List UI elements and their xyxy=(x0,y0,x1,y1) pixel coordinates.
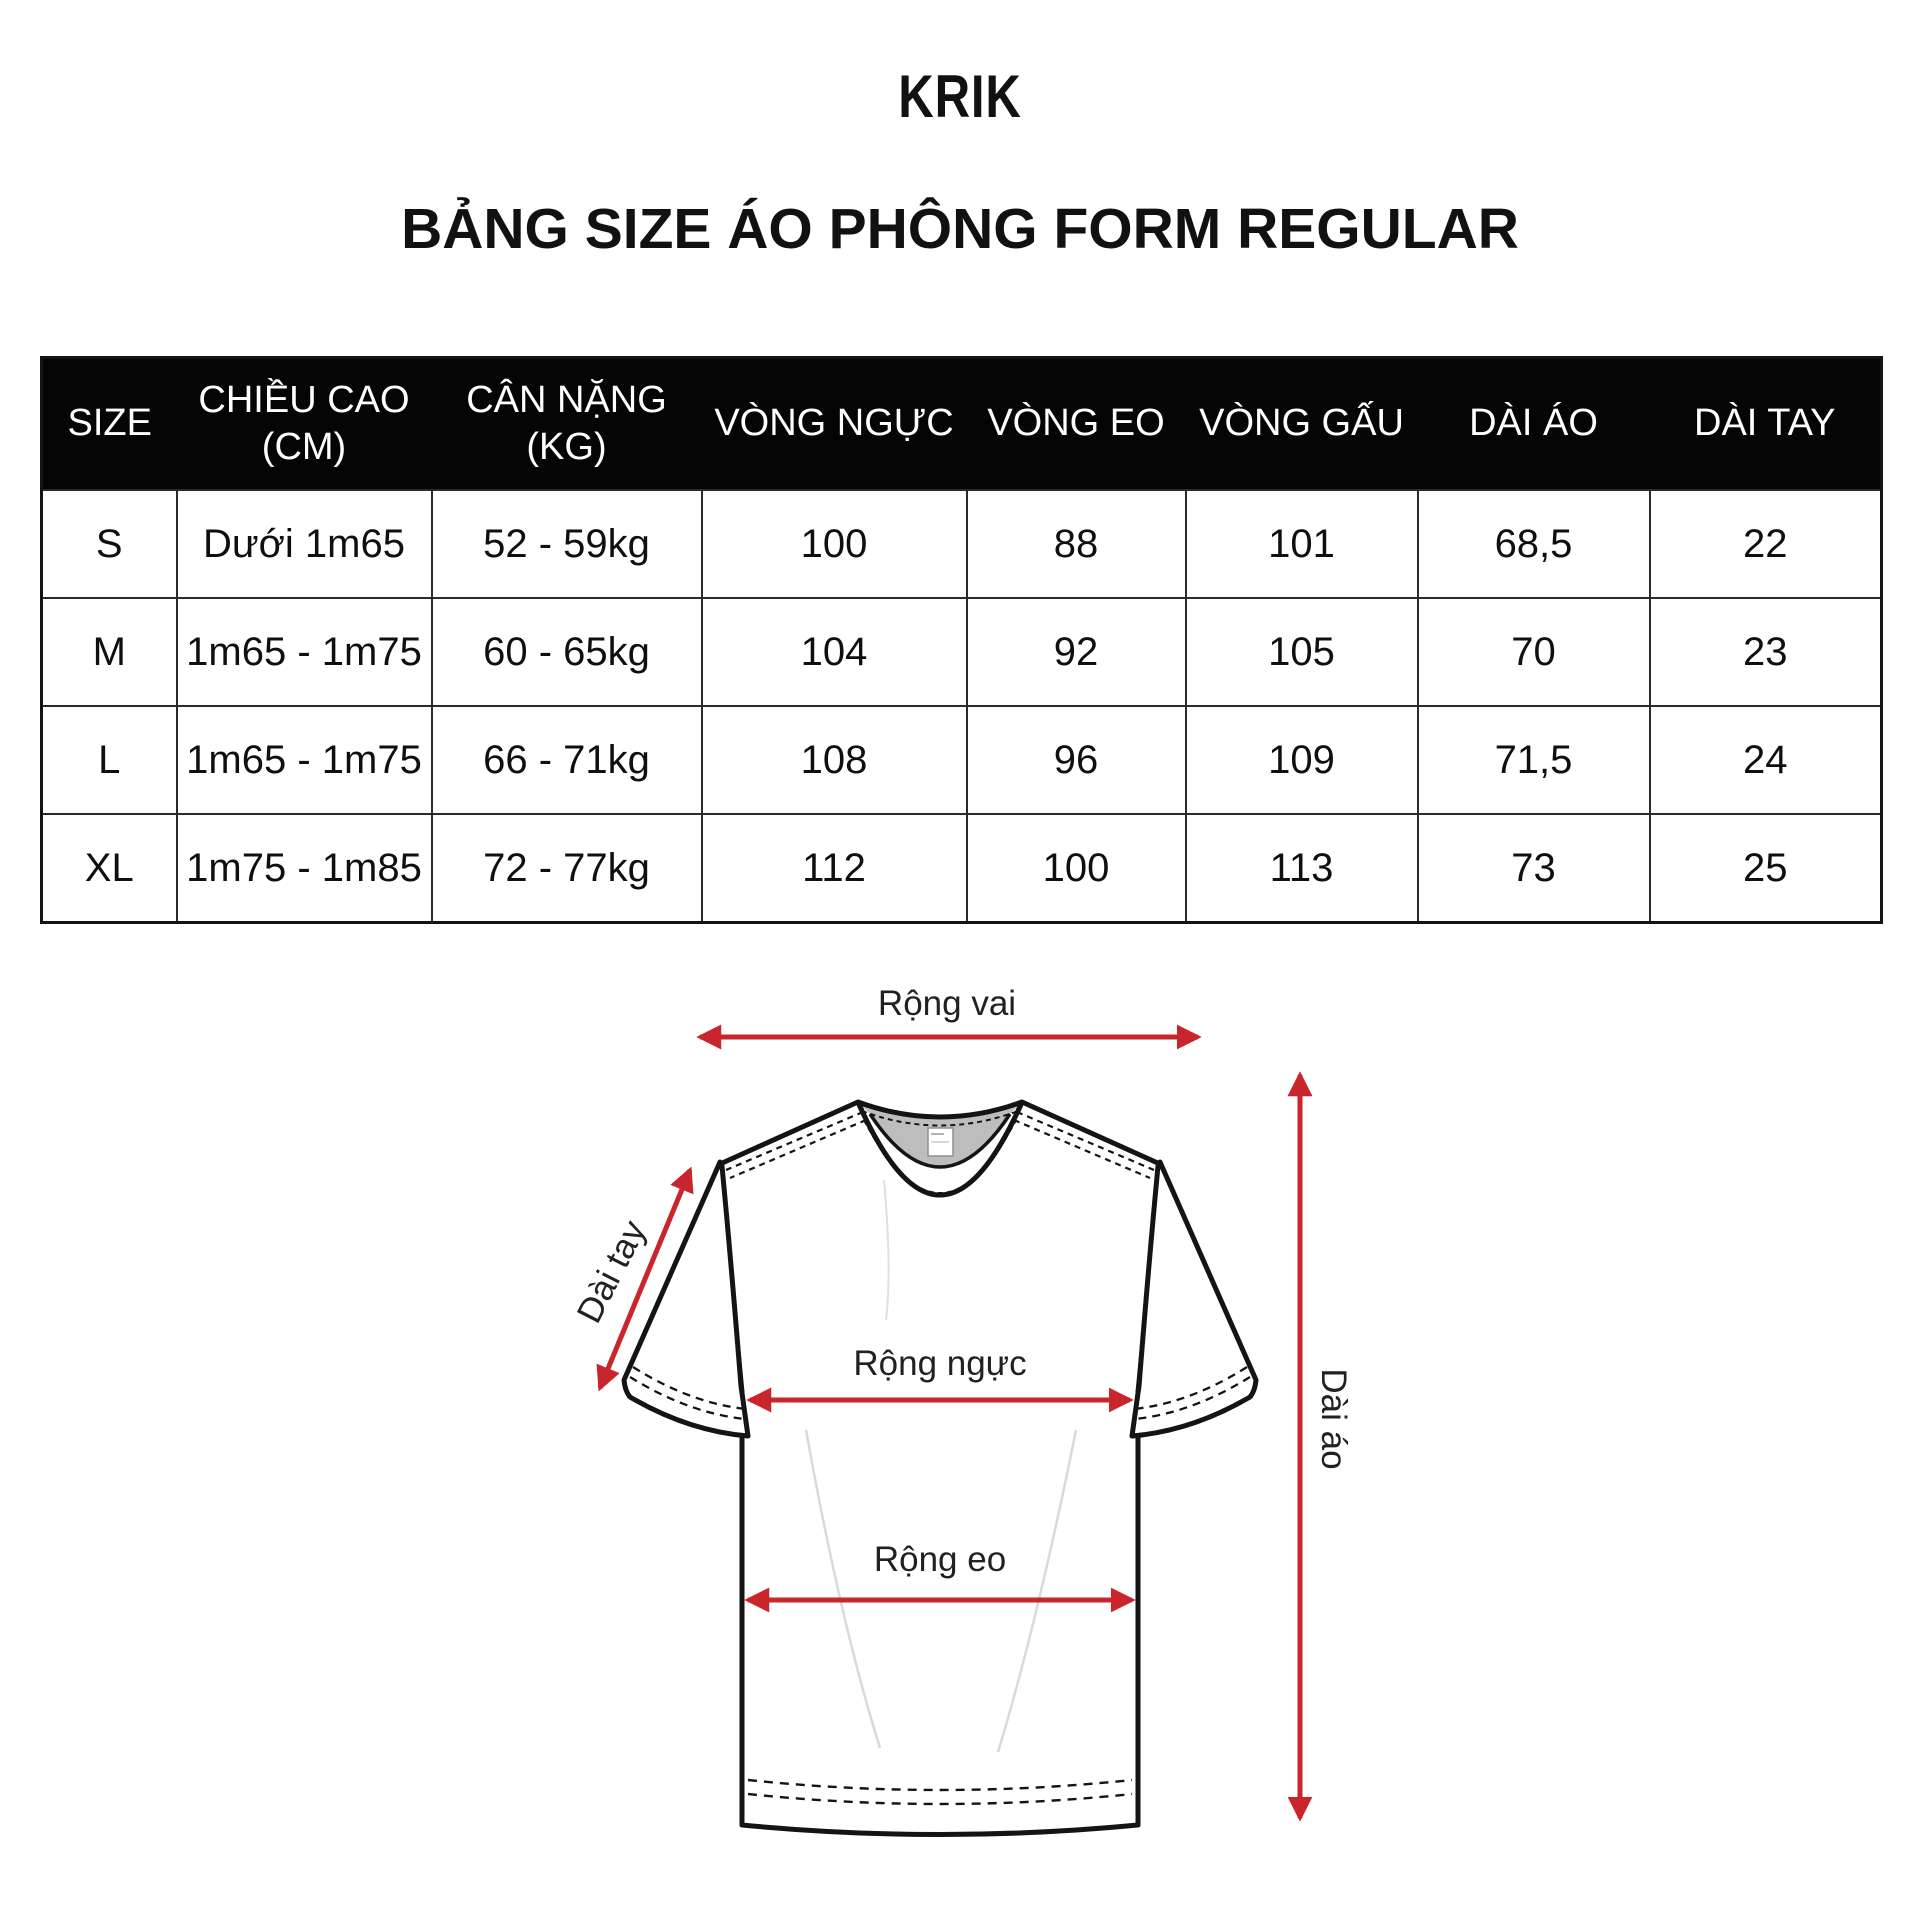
cell-weight: 60 - 65kg xyxy=(432,598,702,706)
table-header-row xyxy=(42,358,1882,491)
cell-height: 1m65 - 1m75 xyxy=(177,706,432,814)
sleeve-length-label: Dài tay xyxy=(569,1214,654,1330)
col-header-sleeve: DÀI TAY xyxy=(1650,358,1882,491)
chest-width-label: Rộng ngực xyxy=(853,1344,1027,1383)
cell-height: 1m75 - 1m85 xyxy=(177,814,432,923)
cell-hem: 109 xyxy=(1186,706,1418,814)
col-header-size: SIZE xyxy=(42,358,177,491)
cell-hem: 101 xyxy=(1186,490,1418,598)
tshirt-drawing xyxy=(0,980,1920,1920)
cell-waist: 96 xyxy=(967,706,1186,814)
cell-size: M xyxy=(42,598,177,706)
tshirt-measurement-diagram xyxy=(0,980,1920,1920)
cell-hem: 105 xyxy=(1186,598,1418,706)
cell-length: 68,5 xyxy=(1418,490,1650,598)
col-header-weight: CÂN NẶNG (KG) xyxy=(432,358,702,491)
shirt-length-label: Dài áo xyxy=(1314,1368,1353,1470)
brand-logo: KRIK xyxy=(898,63,1022,130)
table-row-l xyxy=(42,706,1882,814)
cell-chest: 100 xyxy=(702,490,967,598)
cell-waist: 88 xyxy=(967,490,1186,598)
cell-weight: 66 - 71kg xyxy=(432,706,702,814)
cell-chest: 108 xyxy=(702,706,967,814)
tshirt-body xyxy=(720,1102,1160,1835)
page-title: BẢNG SIZE ÁO PHÔNG FORM REGULAR xyxy=(401,197,1519,261)
cell-chest: 104 xyxy=(702,598,967,706)
cell-height: 1m65 - 1m75 xyxy=(177,598,432,706)
collar-label-tag xyxy=(928,1128,953,1156)
table-row-s xyxy=(42,490,1882,598)
cell-chest: 112 xyxy=(702,814,967,923)
cell-sleeve: 25 xyxy=(1650,814,1882,923)
cell-height: Dưới 1m65 xyxy=(177,490,432,598)
cell-length: 71,5 xyxy=(1418,706,1650,814)
cell-length: 70 xyxy=(1418,598,1650,706)
cell-sleeve: 22 xyxy=(1650,490,1882,598)
cell-hem: 113 xyxy=(1186,814,1418,923)
cell-weight: 52 - 59kg xyxy=(432,490,702,598)
cell-sleeve: 23 xyxy=(1650,598,1882,706)
col-header-height: CHIỀU CAO (CM) xyxy=(177,358,432,491)
cell-waist: 92 xyxy=(967,598,1186,706)
cell-length: 73 xyxy=(1418,814,1650,923)
table-row-m xyxy=(42,598,1882,706)
col-header-waist: VÒNG EO xyxy=(967,358,1186,491)
shoulder-width-label: Rộng vai xyxy=(877,984,1017,1023)
size-table xyxy=(40,356,1883,924)
cell-waist: 100 xyxy=(967,814,1186,923)
col-header-chest: VÒNG NGỰC xyxy=(702,358,967,491)
cell-size: L xyxy=(42,706,177,814)
cell-sleeve: 24 xyxy=(1650,706,1882,814)
cell-size: XL xyxy=(42,814,177,923)
cell-weight: 72 - 77kg xyxy=(432,814,702,923)
waist-width-label: Rộng eo xyxy=(873,1540,1007,1579)
col-header-hem: VÒNG GẤU xyxy=(1186,358,1418,491)
table-row-xl xyxy=(42,814,1882,923)
cell-size: S xyxy=(42,490,177,598)
col-header-length: DÀI ÁO xyxy=(1418,358,1650,491)
